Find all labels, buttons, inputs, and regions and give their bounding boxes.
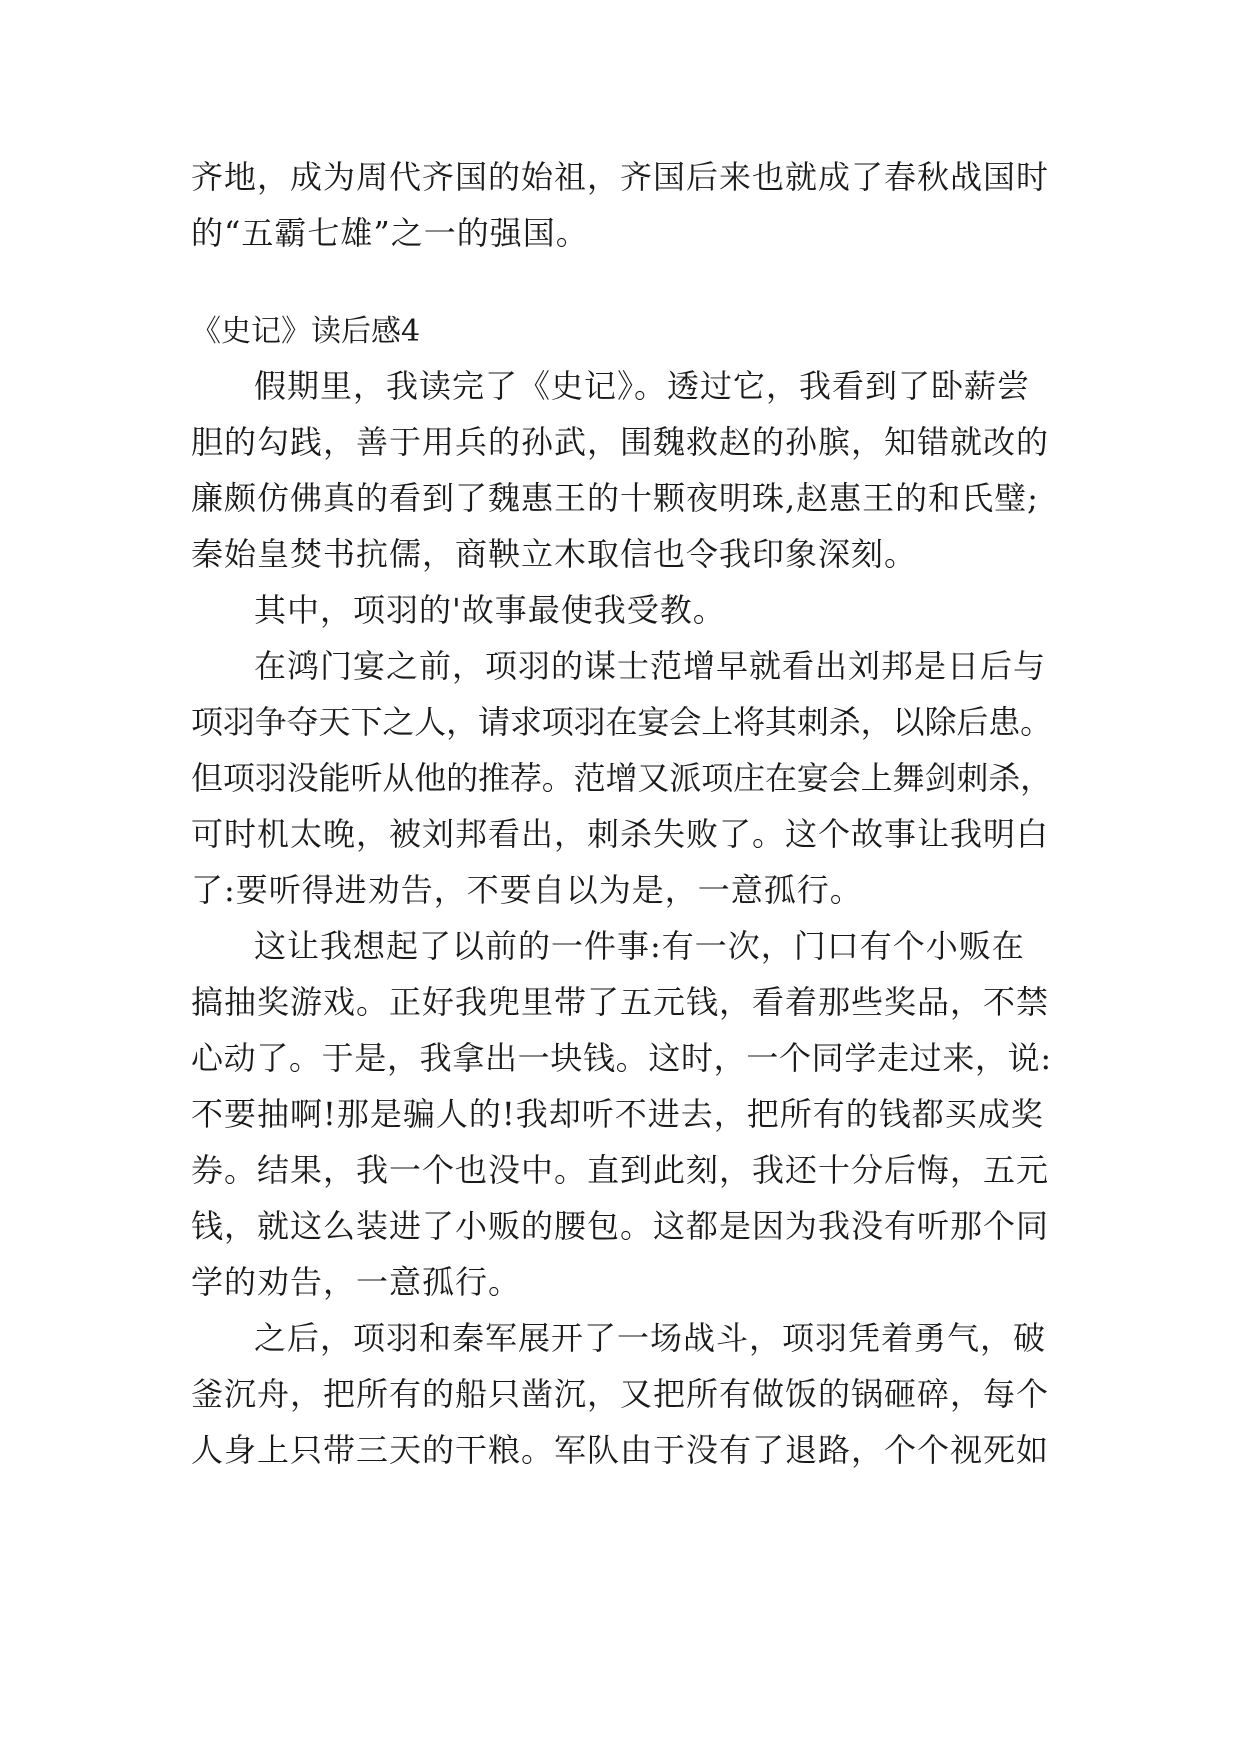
text-line: 了:要听得进劝告，不要自以为是，一意孤行。: [191, 871, 863, 909]
text-line: 的“五霸七雄”之一的强国。: [191, 214, 589, 252]
text-line: 学的劝告，一意孤行。: [191, 1263, 522, 1301]
text-line: 这让我想起了以前的一件事:有一次，门口有个小贩在: [254, 927, 1025, 965]
text-line: 之后，项羽和秦军展开了一场战斗，项羽凭着勇气，破: [254, 1319, 1047, 1357]
text-line: 齐地，成为周代齐国的始祖，齐国后来也就成了春秋战国时: [191, 158, 1050, 196]
text-line: 项羽争夺天下之人，请求项羽在宴会上将其刺杀，以除后患。: [191, 703, 1053, 741]
text-line: 釜沉舟，把所有的船只凿沉，又把所有做饭的锅砸碎，每个: [191, 1375, 1050, 1413]
text-line: 胆的勾践，善于用兵的孙武，围魏救赵的孙膑，知错就改的: [191, 423, 1050, 461]
text-line: 秦始皇焚书抗儒，商鞅立木取信也令我印象深刻。: [191, 535, 918, 573]
text-line: 在鸿门宴之前，项羽的谋士范增早就看出刘邦是日后与: [254, 647, 1047, 685]
text-line: 人身上只带三天的干粮。军队由于没有了退路，个个视死如: [191, 1431, 1050, 1469]
text-line: 钱，就这么装进了小贩的腰包。这都是因为我没有听那个同: [191, 1207, 1050, 1245]
text-line: 但项羽没能听从他的推荐。范增又派项庄在宴会上舞剑刺杀，: [191, 759, 1053, 797]
text-line: 可时机太晚，被刘邦看出，刺杀失败了。这个故事让我明白: [191, 815, 1050, 853]
text-line: 廉颇仿佛真的看到了魏惠王的十颗夜明珠,赵惠王的和氏璧;: [191, 479, 1039, 517]
text-line: 搞抽奖游戏。正好我兜里带了五元钱，看着那些奖品，不禁: [191, 983, 1050, 1021]
text-line: 其中，项羽的'故事最使我受教。: [254, 591, 726, 629]
section-heading: 《史记》读后感4: [191, 314, 421, 349]
text-line: 券。结果，我一个也没中。直到此刻，我还十分后悔，五元: [191, 1151, 1050, 1189]
text-line: 心动了。于是，我拿出一块钱。这时，一个同学走过来，说:: [191, 1039, 1052, 1077]
text-line: 不要抽啊!那是骗人的!我却听不进去，把所有的钱都买成奖: [191, 1095, 1044, 1133]
text-line: 假期里，我读完了《史记》。透过它，我看到了卧薪尝: [254, 367, 1031, 405]
